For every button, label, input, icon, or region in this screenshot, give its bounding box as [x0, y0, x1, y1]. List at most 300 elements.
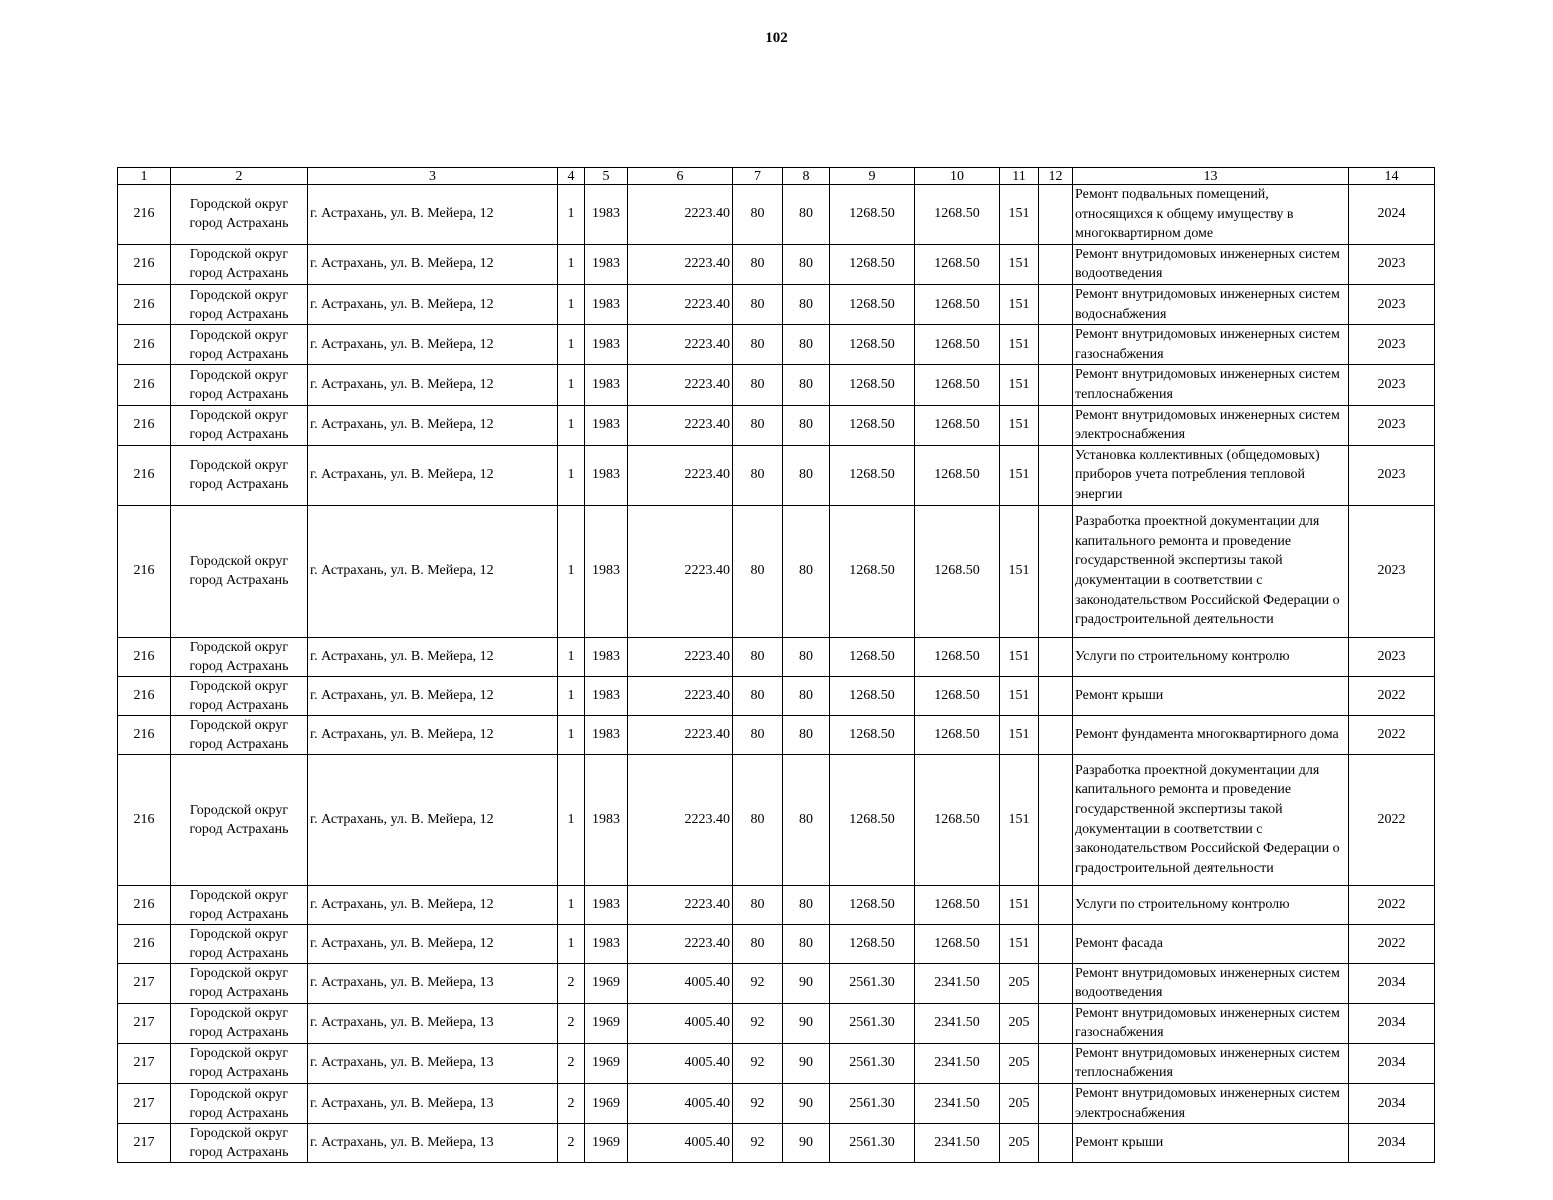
table-row	[118, 1003, 1435, 1043]
cell-build-year: 1983	[585, 715, 628, 754]
cell-col8-value: 80	[783, 325, 830, 365]
table-row	[118, 405, 1435, 445]
cell-build-year: 1969	[585, 1084, 628, 1124]
cell-planned-year: 2022	[1349, 676, 1435, 715]
cell-row-number: 216	[118, 676, 171, 715]
cell-total-area: 4005.40	[628, 1084, 733, 1124]
cell-col7-value: 92	[733, 1084, 783, 1124]
cell-municipality: Городской округ город Астрахань	[171, 715, 308, 754]
cell-address: г. Астрахань, ул. В. Мейера, 12	[308, 325, 558, 365]
cell-col7-value: 80	[733, 885, 783, 924]
cell-row-number: 216	[118, 405, 171, 445]
cell-building-count: 2	[558, 1124, 585, 1163]
cell-row-number: 216	[118, 445, 171, 505]
cell-col11-count: 205	[1000, 1084, 1039, 1124]
cell-municipality: Городской округ город Астрахань	[171, 505, 308, 637]
cell-building-count: 1	[558, 676, 585, 715]
cell-col12-empty	[1039, 1084, 1073, 1124]
cell-total-area: 4005.40	[628, 963, 733, 1003]
cell-build-year: 1983	[585, 754, 628, 885]
cell-planned-year: 2022	[1349, 754, 1435, 885]
cell-col7-value: 80	[733, 365, 783, 405]
cell-col12-empty	[1039, 715, 1073, 754]
cell-col7-value: 80	[733, 754, 783, 885]
cell-planned-year: 2022	[1349, 715, 1435, 754]
cell-address: г. Астрахань, ул. В. Мейера, 12	[308, 505, 558, 637]
cell-row-number: 216	[118, 284, 171, 324]
cell-col8-value: 90	[783, 1043, 830, 1083]
cell-col10-area: 1268.50	[915, 715, 1000, 754]
cell-build-year: 1983	[585, 365, 628, 405]
cell-col12-empty	[1039, 637, 1073, 676]
table-row	[118, 445, 1435, 505]
table-row	[118, 676, 1435, 715]
cell-total-area: 2223.40	[628, 885, 733, 924]
cell-col9-area: 1268.50	[830, 244, 915, 284]
cell-municipality: Городской округ город Астрахань	[171, 676, 308, 715]
cell-col10-area: 1268.50	[915, 284, 1000, 324]
cell-building-count: 2	[558, 963, 585, 1003]
cell-col11-count: 151	[1000, 715, 1039, 754]
cell-address: г. Астрахань, ул. В. Мейера, 13	[308, 1084, 558, 1124]
cell-build-year: 1983	[585, 185, 628, 245]
cell-col11-count: 151	[1000, 885, 1039, 924]
table-row	[118, 365, 1435, 405]
cell-col9-area: 1268.50	[830, 924, 915, 963]
cell-col8-value: 90	[783, 963, 830, 1003]
cell-row-number: 216	[118, 244, 171, 284]
cell-col8-value: 80	[783, 284, 830, 324]
cell-build-year: 1983	[585, 637, 628, 676]
cell-building-count: 2	[558, 1003, 585, 1043]
cell-col11-count: 151	[1000, 676, 1039, 715]
cell-work-type: Разработка проектной документации для капитального ремонта и проведение государственной экспертизы такой документации в соответствии с законодательством Российской Федерации о градостроительной деятельности	[1073, 505, 1349, 637]
table-row	[118, 754, 1435, 885]
cell-build-year: 1983	[585, 325, 628, 365]
cell-col11-count: 205	[1000, 1003, 1039, 1043]
column-header-11: 11	[1000, 168, 1039, 185]
cell-work-type: Ремонт фасада	[1073, 924, 1349, 963]
cell-col7-value: 92	[733, 1043, 783, 1083]
cell-build-year: 1983	[585, 676, 628, 715]
cell-col8-value: 80	[783, 715, 830, 754]
cell-col12-empty	[1039, 1043, 1073, 1083]
cell-building-count: 1	[558, 405, 585, 445]
cell-col10-area: 2341.50	[915, 1084, 1000, 1124]
cell-col8-value: 80	[783, 445, 830, 505]
cell-col9-area: 1268.50	[830, 676, 915, 715]
cell-col9-area: 1268.50	[830, 637, 915, 676]
cell-col7-value: 80	[733, 715, 783, 754]
cell-address: г. Астрахань, ул. В. Мейера, 12	[308, 284, 558, 324]
cell-col7-value: 80	[733, 445, 783, 505]
cell-col9-area: 2561.30	[830, 1124, 915, 1163]
cell-col9-area: 1268.50	[830, 365, 915, 405]
cell-col7-value: 80	[733, 637, 783, 676]
cell-building-count: 2	[558, 1084, 585, 1124]
cell-col7-value: 80	[733, 405, 783, 445]
cell-address: г. Астрахань, ул. В. Мейера, 12	[308, 637, 558, 676]
cell-address: г. Астрахань, ул. В. Мейера, 12	[308, 185, 558, 245]
cell-col8-value: 80	[783, 885, 830, 924]
cell-col9-area: 2561.30	[830, 1043, 915, 1083]
table-row	[118, 1124, 1435, 1163]
cell-row-number: 216	[118, 365, 171, 405]
cell-col10-area: 1268.50	[915, 244, 1000, 284]
cell-col11-count: 151	[1000, 284, 1039, 324]
cell-address: г. Астрахань, ул. В. Мейера, 12	[308, 924, 558, 963]
cell-col12-empty	[1039, 445, 1073, 505]
column-header-10: 10	[915, 168, 1000, 185]
cell-municipality: Городской округ город Астрахань	[171, 405, 308, 445]
cell-col8-value: 80	[783, 637, 830, 676]
cell-planned-year: 2023	[1349, 505, 1435, 637]
cell-col10-area: 1268.50	[915, 405, 1000, 445]
cell-col12-empty	[1039, 1003, 1073, 1043]
cell-col11-count: 205	[1000, 1124, 1039, 1163]
table-body	[118, 185, 1435, 1163]
cell-col11-count: 205	[1000, 1043, 1039, 1083]
cell-total-area: 2223.40	[628, 676, 733, 715]
table-row	[118, 924, 1435, 963]
cell-work-type: Услуги по строительному контролю	[1073, 637, 1349, 676]
cell-address: г. Астрахань, ул. В. Мейера, 12	[308, 405, 558, 445]
cell-col9-area: 1268.50	[830, 754, 915, 885]
cell-work-type: Услуги по строительному контролю	[1073, 885, 1349, 924]
cell-building-count: 1	[558, 505, 585, 637]
column-header-2: 2	[171, 168, 308, 185]
cell-col7-value: 80	[733, 185, 783, 245]
cell-row-number: 217	[118, 1003, 171, 1043]
cell-municipality: Городской округ город Астрахань	[171, 365, 308, 405]
cell-address: г. Астрахань, ул. В. Мейера, 13	[308, 1003, 558, 1043]
cell-work-type: Ремонт внутридомовых инженерных систем водоотведения	[1073, 963, 1349, 1003]
cell-total-area: 4005.40	[628, 1003, 733, 1043]
cell-building-count: 1	[558, 325, 585, 365]
cell-municipality: Городской округ город Астрахань	[171, 1124, 308, 1163]
cell-building-count: 1	[558, 284, 585, 324]
cell-work-type: Ремонт внутридомовых инженерных систем теплоснабжения	[1073, 1043, 1349, 1083]
cell-col9-area: 1268.50	[830, 885, 915, 924]
cell-col7-value: 80	[733, 505, 783, 637]
cell-col8-value: 80	[783, 754, 830, 885]
cell-work-type: Ремонт внутридомовых инженерных систем газоснабжения	[1073, 1003, 1349, 1043]
table-row	[118, 637, 1435, 676]
cell-col11-count: 151	[1000, 244, 1039, 284]
cell-build-year: 1969	[585, 963, 628, 1003]
cell-building-count: 1	[558, 754, 585, 885]
cell-municipality: Городской округ город Астрахань	[171, 885, 308, 924]
cell-col8-value: 80	[783, 676, 830, 715]
cell-col7-value: 80	[733, 676, 783, 715]
cell-build-year: 1983	[585, 505, 628, 637]
cell-total-area: 2223.40	[628, 365, 733, 405]
cell-total-area: 2223.40	[628, 924, 733, 963]
cell-col10-area: 1268.50	[915, 325, 1000, 365]
cell-planned-year: 2023	[1349, 445, 1435, 505]
cell-work-type: Ремонт внутридомовых инженерных систем газоснабжения	[1073, 325, 1349, 365]
cell-col11-count: 151	[1000, 637, 1039, 676]
cell-total-area: 4005.40	[628, 1124, 733, 1163]
cell-col11-count: 151	[1000, 405, 1039, 445]
cell-municipality: Городской округ город Астрахань	[171, 1043, 308, 1083]
cell-col7-value: 92	[733, 963, 783, 1003]
cell-municipality: Городской округ город Астрахань	[171, 963, 308, 1003]
cell-col12-empty	[1039, 185, 1073, 245]
cell-building-count: 1	[558, 715, 585, 754]
cell-work-type: Ремонт подвальных помещений, относящихся к общему имуществу в многоквартирном доме	[1073, 185, 1349, 245]
cell-planned-year: 2023	[1349, 284, 1435, 324]
cell-municipality: Городской округ город Астрахань	[171, 1003, 308, 1043]
cell-row-number: 217	[118, 1124, 171, 1163]
cell-col8-value: 80	[783, 244, 830, 284]
cell-building-count: 2	[558, 1043, 585, 1083]
cell-address: г. Астрахань, ул. В. Мейера, 12	[308, 715, 558, 754]
cell-col8-value: 80	[783, 365, 830, 405]
cell-build-year: 1983	[585, 445, 628, 505]
cell-address: г. Астрахань, ул. В. Мейера, 12	[308, 676, 558, 715]
cell-col8-value: 80	[783, 185, 830, 245]
cell-col8-value: 80	[783, 505, 830, 637]
cell-address: г. Астрахань, ул. В. Мейера, 12	[308, 365, 558, 405]
cell-col10-area: 1268.50	[915, 924, 1000, 963]
cell-building-count: 1	[558, 637, 585, 676]
cell-col9-area: 2561.30	[830, 963, 915, 1003]
cell-municipality: Городской округ город Астрахань	[171, 637, 308, 676]
cell-col12-empty	[1039, 505, 1073, 637]
cell-row-number: 216	[118, 325, 171, 365]
cell-work-type: Разработка проектной документации для капитального ремонта и проведение государственной экспертизы такой документации в соответствии с законодательством Российской Федерации о градостроительной деятельности	[1073, 754, 1349, 885]
cell-work-type: Ремонт внутридомовых инженерных систем водоснабжения	[1073, 284, 1349, 324]
table-row	[118, 325, 1435, 365]
cell-total-area: 2223.40	[628, 284, 733, 324]
cell-municipality: Городской округ город Астрахань	[171, 244, 308, 284]
cell-col12-empty	[1039, 676, 1073, 715]
cell-work-type: Ремонт фундамента многоквартирного дома	[1073, 715, 1349, 754]
cell-total-area: 2223.40	[628, 445, 733, 505]
cell-total-area: 2223.40	[628, 754, 733, 885]
cell-col11-count: 151	[1000, 325, 1039, 365]
cell-col10-area: 1268.50	[915, 885, 1000, 924]
cell-build-year: 1983	[585, 284, 628, 324]
cell-col10-area: 1268.50	[915, 676, 1000, 715]
cell-col7-value: 92	[733, 1124, 783, 1163]
cell-municipality: Городской округ город Астрахань	[171, 1084, 308, 1124]
cell-work-type: Ремонт крыши	[1073, 676, 1349, 715]
column-header-9: 9	[830, 168, 915, 185]
cell-planned-year: 2022	[1349, 924, 1435, 963]
cell-col8-value: 80	[783, 405, 830, 445]
column-header-12: 12	[1039, 168, 1073, 185]
cell-build-year: 1969	[585, 1124, 628, 1163]
cell-row-number: 217	[118, 1084, 171, 1124]
cell-build-year: 1983	[585, 405, 628, 445]
header-row	[118, 168, 1435, 185]
cell-planned-year: 2024	[1349, 185, 1435, 245]
cell-row-number: 216	[118, 754, 171, 885]
column-header-5: 5	[585, 168, 628, 185]
cell-row-number: 216	[118, 185, 171, 245]
cell-col10-area: 1268.50	[915, 637, 1000, 676]
cell-municipality: Городской округ город Астрахань	[171, 445, 308, 505]
cell-building-count: 1	[558, 185, 585, 245]
cell-build-year: 1983	[585, 244, 628, 284]
cell-col12-empty	[1039, 284, 1073, 324]
cell-col11-count: 151	[1000, 445, 1039, 505]
cell-municipality: Городской округ город Астрахань	[171, 284, 308, 324]
cell-col10-area: 2341.50	[915, 1124, 1000, 1163]
cell-col12-empty	[1039, 754, 1073, 885]
cell-col9-area: 2561.30	[830, 1084, 915, 1124]
column-header-6: 6	[628, 168, 733, 185]
cell-col9-area: 1268.50	[830, 284, 915, 324]
cell-municipality: Городской округ город Астрахань	[171, 754, 308, 885]
cell-col9-area: 1268.50	[830, 505, 915, 637]
cell-planned-year: 2023	[1349, 244, 1435, 284]
cell-municipality: Городской округ город Астрахань	[171, 185, 308, 245]
cell-building-count: 1	[558, 885, 585, 924]
cell-row-number: 217	[118, 963, 171, 1003]
cell-planned-year: 2034	[1349, 1003, 1435, 1043]
cell-planned-year: 2023	[1349, 637, 1435, 676]
cell-col11-count: 151	[1000, 365, 1039, 405]
cell-total-area: 2223.40	[628, 244, 733, 284]
column-header-3: 3	[308, 168, 558, 185]
cell-col8-value: 80	[783, 924, 830, 963]
cell-col7-value: 92	[733, 1003, 783, 1043]
cell-col9-area: 1268.50	[830, 325, 915, 365]
cell-total-area: 2223.40	[628, 715, 733, 754]
cell-address: г. Астрахань, ул. В. Мейера, 13	[308, 1043, 558, 1083]
cell-row-number: 216	[118, 637, 171, 676]
cell-col12-empty	[1039, 963, 1073, 1003]
cell-build-year: 1969	[585, 1003, 628, 1043]
table-row	[118, 963, 1435, 1003]
cell-municipality: Городской округ город Астрахань	[171, 924, 308, 963]
cell-col9-area: 2561.30	[830, 1003, 915, 1043]
cell-col12-empty	[1039, 1124, 1073, 1163]
cell-col10-area: 2341.50	[915, 963, 1000, 1003]
cell-col7-value: 80	[733, 924, 783, 963]
cell-address: г. Астрахань, ул. В. Мейера, 12	[308, 244, 558, 284]
cell-building-count: 1	[558, 244, 585, 284]
cell-col11-count: 151	[1000, 185, 1039, 245]
cell-work-type: Установка коллективных (общедомовых) приборов учета потребления тепловой энергии	[1073, 445, 1349, 505]
cell-address: г. Астрахань, ул. В. Мейера, 13	[308, 1124, 558, 1163]
cell-planned-year: 2023	[1349, 365, 1435, 405]
cell-col11-count: 151	[1000, 924, 1039, 963]
cell-col7-value: 80	[733, 244, 783, 284]
table-row	[118, 885, 1435, 924]
table-row	[118, 1043, 1435, 1083]
cell-work-type: Ремонт внутридомовых инженерных систем электроснабжения	[1073, 1084, 1349, 1124]
cell-planned-year: 2034	[1349, 1043, 1435, 1083]
cell-work-type: Ремонт крыши	[1073, 1124, 1349, 1163]
cell-col10-area: 1268.50	[915, 365, 1000, 405]
cell-planned-year: 2023	[1349, 405, 1435, 445]
cell-municipality: Городской округ город Астрахань	[171, 325, 308, 365]
column-header-13: 13	[1073, 168, 1349, 185]
cell-col12-empty	[1039, 924, 1073, 963]
cell-build-year: 1969	[585, 1043, 628, 1083]
cell-planned-year: 2034	[1349, 1084, 1435, 1124]
cell-planned-year: 2034	[1349, 1124, 1435, 1163]
cell-col9-area: 1268.50	[830, 715, 915, 754]
cell-col11-count: 151	[1000, 505, 1039, 637]
cell-address: г. Астрахань, ул. В. Мейера, 12	[308, 445, 558, 505]
cell-address: г. Астрахань, ул. В. Мейера, 12	[308, 885, 558, 924]
cell-address: г. Астрахань, ул. В. Мейера, 12	[308, 754, 558, 885]
column-header-8: 8	[783, 168, 830, 185]
column-header-7: 7	[733, 168, 783, 185]
cell-planned-year: 2034	[1349, 963, 1435, 1003]
cell-building-count: 1	[558, 924, 585, 963]
cell-col9-area: 1268.50	[830, 445, 915, 505]
cell-total-area: 2223.40	[628, 505, 733, 637]
cell-col12-empty	[1039, 365, 1073, 405]
cell-work-type: Ремонт внутридомовых инженерных систем электроснабжения	[1073, 405, 1349, 445]
cell-col8-value: 90	[783, 1124, 830, 1163]
cell-work-type: Ремонт внутридомовых инженерных систем теплоснабжения	[1073, 365, 1349, 405]
table-row	[118, 1084, 1435, 1124]
column-header-4: 4	[558, 168, 585, 185]
cell-col8-value: 90	[783, 1084, 830, 1124]
cell-building-count: 1	[558, 445, 585, 505]
cell-col10-area: 1268.50	[915, 185, 1000, 245]
cell-total-area: 2223.40	[628, 325, 733, 365]
cell-col10-area: 1268.50	[915, 445, 1000, 505]
cell-col10-area: 1268.50	[915, 505, 1000, 637]
table-row	[118, 185, 1435, 245]
cell-build-year: 1983	[585, 924, 628, 963]
cell-work-type: Ремонт внутридомовых инженерных систем водоотведения	[1073, 244, 1349, 284]
cell-col10-area: 2341.50	[915, 1003, 1000, 1043]
cell-build-year: 1983	[585, 885, 628, 924]
table-row	[118, 715, 1435, 754]
table-row	[118, 244, 1435, 284]
cell-row-number: 216	[118, 885, 171, 924]
cell-planned-year: 2022	[1349, 885, 1435, 924]
cell-col12-empty	[1039, 325, 1073, 365]
cell-col12-empty	[1039, 244, 1073, 284]
capital-repair-table	[117, 167, 1435, 1163]
cell-total-area: 2223.40	[628, 637, 733, 676]
cell-col10-area: 1268.50	[915, 754, 1000, 885]
cell-col11-count: 205	[1000, 963, 1039, 1003]
cell-planned-year: 2023	[1349, 325, 1435, 365]
cell-building-count: 1	[558, 365, 585, 405]
cell-col7-value: 80	[733, 284, 783, 324]
cell-col9-area: 1268.50	[830, 185, 915, 245]
cell-col12-empty	[1039, 405, 1073, 445]
cell-col8-value: 90	[783, 1003, 830, 1043]
cell-col12-empty	[1039, 885, 1073, 924]
page-number: 102	[765, 30, 788, 46]
cell-total-area: 4005.40	[628, 1043, 733, 1083]
cell-col9-area: 1268.50	[830, 405, 915, 445]
column-header-1: 1	[118, 168, 171, 185]
cell-col10-area: 2341.50	[915, 1043, 1000, 1083]
cell-col7-value: 80	[733, 325, 783, 365]
table-row	[118, 284, 1435, 324]
cell-total-area: 2223.40	[628, 185, 733, 245]
cell-address: г. Астрахань, ул. В. Мейера, 13	[308, 963, 558, 1003]
cell-row-number: 216	[118, 505, 171, 637]
cell-row-number: 216	[118, 924, 171, 963]
column-header-14: 14	[1349, 168, 1435, 185]
cell-col11-count: 151	[1000, 754, 1039, 885]
cell-row-number: 216	[118, 715, 171, 754]
